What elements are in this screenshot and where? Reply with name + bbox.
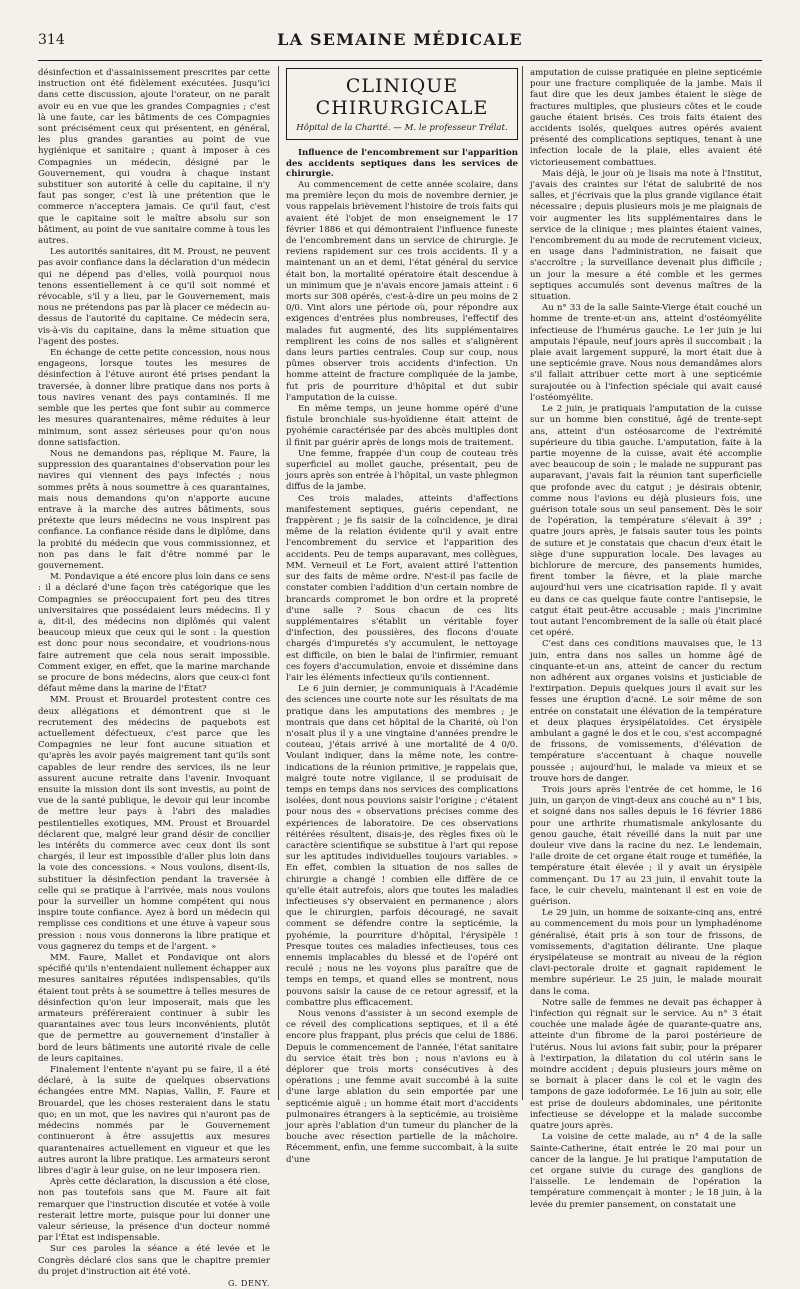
paragraph: C'est dans ces conditions mauvaises que, le 13 juin, entra dans nos salles un homme âgé de cinquante-et-un ans, atteint de cancer du rectum non adhérent aux organes voisins et justiciable de l'extirpation. Depuis quelques jours il avait sur les fesses une éruption d'acné. Le soir même de son entrée on constatait une élévation de la température et deux plaques érysipélatoïdes. Cet érysipèle ambulant a gagné le dos et le cou, s'est accompagné de frissons, de vomissements, d'élévation de température s'accentuant à chaque nouvelle poussée ; aujourd'hui, le malade va mieux et se trouve hors de danger. — [530, 639, 762, 784]
paragraph: Nous venons d'assister à un second exemple de ce réveil des complications septiques, et il a été encore plus frappant, plus précis que celui de 1886. Depuis le commencement de l'année, l'état sanitaire du service était très bon ; nous n'avions eu à déplorer que trois morts consécutives à des opérations ; une femme avait succombé à la suite d'une large ablation du sein emportée par une septicémie aiguë ; un homme était mort d'accidents pulmonaires étrangers à la septicémie, au troisième jour après l'ablation d'un tumeur du plancher de la bouche avec résection partielle de la mâchoire. Récemment, enfin, une femme succombait, à la suite d'une — [286, 1009, 518, 1165]
paragraph: Le 6 juin dernier, je communiquais à l'Académie des sciences une courte note sur les résultats de ma pratique dans les amputations des membres ; je montrais que dans cet hôpital de la Charité, où l'on n'osait plus il y a une vingtaine d'années prendre le couteau, j'étais arrivé à une mortalité de 4 0/0. Voulant indiquer, dans la même note, les contre-indications de la réunion primitive, je rappelais que, malgré toute notre vigilance, il se produisait de temps en temps dans nos services des complications isolées, dont nous pouvions saisir l'origine ; c'étaient pour nous des « observations précises comme des expériences de laboratoire. De ces observations réitérées résultent, disais-je, des règles fixes où le caractère scientifique se substitue à l'art qui repose sur les aptitudes individuelles toujours variables. » En effet, combien la situation de nos salles de chirurgie a changé ! combien elle diffère de ce qu'elle était autrefois, alors que toutes les maladies infectieuses s'y observaient en permanence ; alors que le chirurgien, parfois découragé, ne savait comment se défendre contre la septicémie, la pyohémie, la pourriture d'hôpital, l'érysipèle ! Presque toutes ces maladies infectieuses, tous ces ennemis implacables du blessé et de l'opéré ont reculé ; nous ne les voyons plus paraître que de temps en temps, et quand elles se montrent, nous pouvons saisir la cause de ce retour agressif, et la combattre plus efficacement. — [286, 684, 518, 1008]
paragraph: Sur ces paroles la séance a été levée et le Congrès déclaré clos sans que le chapitre premier du projet d'instruction ait été voté. — [38, 1244, 270, 1277]
middle-column — [286, 68, 518, 1165]
paragraph: désinfection et d'assainissement prescrites par cette instruction ont été fidèlement exécutées. Jusqu'ici dans cette discussion, ajoute l'orateur, on ne paraît avoir eu en vue que les grandes Compagnies ; c'est là une faute, car les bâtiments de ces Compagnies sont précisément ceux qui présentent, en général, les plus grandes garanties au point de vue hygiénique et sanitaire ; quant à imposer à ces Compagnies un médecin, désigné par le Gouvernement, qui voudra à chaque instant substituer son autorité à celle du capitaine, il n'y faut pas songer, c'est là une prétention que le commerce n'acceptera jamais. Ce qu'il faut, c'est que le capitaine soit le maître absolu sur son bâtiment, au point de vue sanitaire comme à tous les autres. — [38, 68, 270, 247]
paragraph: M. Pondavique a été encore plus loin dans ce sens : il a déclaré d'une façon très catégorique que les Compagnies se préoccupaient fort peu des titres universitaires que possédaient leurs médecins. Il y a, dit-il, des médecins non diplômés qui valent beaucoup mieux que ceux qui le sont : la question est donc pour nous secondaire, et voudrions-nous faire autrement que cela nous serait impossible. Comment exiger, en effet, que la marine marchande se procure de bons médecins, alors que ceux-ci font défaut même dans la marine de l'État? — [38, 572, 270, 695]
paragraph: Au commencement de cette année scolaire, dans ma première leçon du mois de novembre dernier, je vous rappelais brièvement l'histoire de trois faits qui avaient été l'objet de mon enseignement le 17 février 1886 et qui démontraient l'influence funeste de l'encombrement dans un service de chirurgie. Je reviens rapidement sur ces trois accidents. Il y a maintenant un an et demi, l'état général du service était bon, la mortalité opératoire était descendue à un minimum que je n'avais encore jamais atteint : 6 morts sur 308 opérés, c'est-à-dire un peu moins de 2 0/0. Vint alors une période où, pour répondre aux exigences d'entrées plus nombreuses, l'effectif des malades fut augmenté, des lits supplémentaires remplirent les coins de nos salles et s'alignèrent dans leurs parties centrales. Coup sur coup, nous pûmes observer trois accidents d'infection. Un homme atteint de fracture compliquée de la jambe, fut pris de pourriture d'hôpital et dut subir l'amputation de la cuisse. — [286, 179, 518, 403]
paragraph: Nous ne demandons pas, réplique M. Faure, la suppression des quarantaines d'observation pour les navires qui viennent des pays infectés ; nous sommes prêts à nous soumettre à ces quarantaines, mais nous demandons qu'on n'apporte aucune entrave à la marche des autres bâtiments, sous prétexte que leurs médecins ne vous inspirent pas confiance. La confiance réside dans le diplôme, dans la probité du médecin que vous commissionnez, et non pas dans le fait d'être nommé par le gouvernement. — [38, 448, 270, 571]
paragraph: Une femme, frappée d'un coup de couteau très superficiel au mollet gauche, présentait, peu de jours après son entrée à l'hôpital, un vaste phlegmon diffus de la jambe. — [286, 448, 518, 493]
section-title: CLINIQUE CHIRURGICALE — [315, 75, 489, 119]
paragraph: MM. Proust et Brouardel protestent contre ces deux allégations et démontrent que si le recrutement des médecins de paquebots est actuellement défectueux, c'est parce que les Compagnies ne leur font aucune situation et qu'après les avoir payés maigrement tant qu'ils sont capables de leur rendre des services, ils ne leur assurent aucune retraite dans l'avenir. Invoquant ensuite la mission dont ils sont investis, au point de vue de la santé publique, le devoir qui leur incombe de mettre leur pays à l'abri des maladies pestilentielles exotiques, MM. Proust et Brouardel déclarent que, malgré leur grand désir de concilier les intérêts du commerce avec ceux dont ils sont chargés, il leur est impossible d'aller plus loin dans la voie des concessions. « Nous voulons, disent-ils, substituer la désinfection pendant la traversée à celle qui se pratique à l'arrivée, mais nous voulons pour la surveiller un homme compétent qui nous inspire toute confiance. Ayez à bord un médecin qui remplisse ces conditions et une étuve à vapeur sous pression : nous vous donnerons la libre pratique et vous gagnerez du temps et de l'argent. » — [38, 695, 270, 952]
paragraph: Ces trois malades, atteints d'affections manifestement septiques, guéris cependant, ne frappèrent ; je fis saisir de la coïncidence, je dirai même de la relation évidente qu'il y avait entre l'encombrement du service et l'apparition des accidents. Peu de temps auparavant, mes collègues, MM. Verneuil et Le Fort, avaient attiré l'attention sur des faits de même ordre. N'est-il pas facile de constater combien l'addition d'un certain nombre de brancards compromet le bon ordre et la propreté d'une salle ? Sous chacun de ces lits supplémentaires s'établit un véritable foyer d'infection, des poussières, des flocons d'ouate chargés d'impuretés s'y accumulent, le nettoyage est difficile, on bien le balai de l'infirmier, remuant ces foyers d'accumulation, envoie et dissémine dans l'air les éléments infectieux qu'ils contiennent. — [286, 493, 518, 683]
paragraph: En même temps, un jeune homme opéré d'une fistule bronchiale sus-hyoïdienne était atteint de pyohémie caractérisée par des abcès multiples dont il finit par guérir après de longs mois de traitement. — [286, 404, 518, 448]
author-signature: G. DENY. — [227, 1278, 270, 1288]
column-divider — [278, 66, 279, 1100]
paragraph: Trois jours après l'entrée de cet homme, le 16 juin, un garçon de vingt-deux ans couché au n° 1 bis, et soigné dans nos salles depuis le 16 février 1886 pour une arthrite rhumatismale ankylosante du genou gauche, était réveillé dans la nuit par une douleur vive dans la racine du nez. Le lendemain, l'aile droite de cet organe était rouge et tuméfiée, la température était élevée ; il y avait un érysipèle commençant. Du 17 au 23 juin, il envahit toute la face, le cuir chevelu, maintenant il est en voie de guérison. — [530, 785, 762, 908]
paragraph: Les autorités sanitaires, dit M. Proust, ne peuvent pas avoir confiance dans la déclaration d'un médecin qui ne dépend pas d'elles, voilà pourquoi nous tenons essentiellement à ce qu'il soit nommé et révocable, s'il y a lieu, par le Gouvernement, mais nous ne prétendons pas par là placer ce médecin au-dessus de l'autorité du capitaine. Ce médecin sera, vis-à-vis du capitaine, dans la même situation que l'agent des postes. — [38, 247, 270, 347]
paragraph: Le 29 juin, un homme de soixante-cinq ans, entré au commencement du mois pour un lymphadénome généralisé, était pris à son tour de frissons, de vomissements, d'agitation délirante. Une plaque érysipélateuse se montrait au niveau de la région clavi-pectorale droite et gagnait rapidement le membre supérieur. Le 25 juin, le malade mourait dans le coma. — [530, 908, 762, 997]
paragraph: Le 2 juin, je pratiquais l'amputation de la cuisse sur un homme bien constitué, âgé de trente-sept ans, atteint d'un ostéosarcome de l'extrémité supérieure du tibia gauche. L'amputation, faite à la partie moyenne de la cuisse, avait été accomplie avec beaucoup de soin ; le malade ne suppurant pas auparavant, j'avais fait la réunion tant superficielle que profonde avec du catgut ; je désirais obtenir, comme nous l'avions eu déjà plusieurs fois, une guérison totale sous un seul pansement. Dès le soir de l'opération, la température s'élevait à 39° ; quatre jours après, je faisais sauter tous les points de suture et je constatais que chacun d'eux était le siège d'une suppuration locale. Des lavages au bichlorure de mercure, des pansements humides, firent tomber la fièvre, et la plaie marche aujourd'hui vers une cicatrisation rapide. Il y avait eu dans ce cas quelque faute contre l'antisepsie, le catgut était peut-être accusable ; mais j'incrimine tout autant l'encombrement de la salle où était placé cet opéré. — [530, 404, 762, 639]
paragraph: Après cette déclaration, la discussion a été close, non pas toutefois sans que M. Faure ait fait remarquer que l'instruction discutée et votée à voile resterait lettre morte, puisque pour lui donner une valeur sérieuse, la présence d'un docteur nommé par l'État est indispensable. — [38, 1177, 270, 1244]
journal-title: LA SEMAINE MÉDICALE — [277, 30, 523, 49]
section-header-box — [286, 68, 518, 140]
paragraph: Au n° 33 de la salle Sainte-Vierge était couché un homme de trente-et-un ans, atteint d'ostéomyélite infectieuse de l'humérus gauche. Le 1er juin je lui amputais l'épaule, neuf jours après il succombait ; la plaie avait largement suppuré, la mort était due à une septicémie grave. Nous nous demandâmes alors s'il fallait attribuer cette mort à une septicémie surajoutée ou à l'infection spéciale qui avait causé l'ostéomyélite. — [530, 303, 762, 403]
paragraph: Notre salle de femmes ne devait pas échapper à l'infection qui régnait sur le service. Au n° 3 était couchée une malade âgée de quarante-quatre ans, atteinte d'un fibrome de la paroi postérieure de l'utérus. Nous lui avions fait subir, pour la préparer à l'extirpation, la dilatation du col utérin sans le moindre accident ; depuis plusieurs jours même on se bornait à placer dans le col et le vagin des tampons de gaze iodoformée. Le 16 juin au soir, elle est prise de douleurs abdominales, une péritonite infectieuse se développe et la malade succombe quatre jours après. — [530, 997, 762, 1132]
left-column — [38, 68, 270, 1288]
column-divider — [522, 66, 523, 1100]
right-column — [530, 68, 762, 1210]
paragraph: amputation de cuisse pratiquée en pleine septicémie pour une fracture compliquée de la jambe. Mais il faut dire que les deux jambes étaient le siège de fractures multiples, que plusieurs côtes et le coude gauche étaient brisés. Ces trois faits étaient des accidents isolés, quelques autres opérés avaient présenté des complications septiques, tenant à une infection locale de la plaie, elles avaient été victorieusement combattues. — [530, 68, 762, 168]
paragraph: En échange de cette petite concession, nous nous engageons, lorsque toutes les mesures de désinfection à l'étuve auront été prises pendant la traversée, à donner libre pratique dans nos ports à tous navires venant des pays contaminés. Il me semble que les pertes que font subir au commerce les mesures quarantenaires, même réduites à leur minimum, sont assez sérieuses pour qu'on nous donne satisfaction. — [38, 348, 270, 448]
paragraph: Mais déjà, le jour où je lisais ma note à l'Institut, j'avais des craintes sur l'état de salubrité de nos salles, et j'écrivais que la plus grande vigilance était nécessaire ; depuis plusieurs mois je me plaignais de voir augmenter les lits supplémentaires dans le service de la clinique ; mes plaintes étaient vaines, l'encombrement du au mode de recrutement vicieux, en usage dans l'administration, ne faisait que s'accroître ; la surveillance devenait plus difficile ; un jour la mesure a été comble et les germes septiques accumulés sont devenus maîtres de la situation. — [530, 168, 762, 303]
page-number: 314 — [38, 32, 65, 48]
paragraph: MM. Faure, Mallet et Pondavique ont alors spécifié qu'ils n'entendaient nullement échapper aux mesures sanitaires réputées indispensables, qu'ils étaient tout prêts à se soumettre à telles mesures de désinfection qu'on leur imposerait, mais que les armateurs préféreraient continuer à subir les quarantaines avec tous leurs inconvénients, plutôt que de permettre au gouvernement d'installer à bord de leurs bâtiments une autorité rivale de celle de leurs capitaines. — [38, 953, 270, 1064]
page-header — [38, 30, 762, 56]
paragraph: Finalement l'entente n'ayant pu se faire, il a été déclaré, à la suite de quelques observations échangées entre MM. Napias, Vallin, F. Faure et Brouardel, que les choses resteraient dans le statu quo; en un mot, que les navires qui n'auront pas de médecins nommés par le Gouvernement continueront à être assujettis aux mesures quarantenaires actuellement en vigueur et que les autres auront la libre pratique. Les armateurs seront libres d'agir à leur guise, on ne leur imposera rien. — [38, 1065, 270, 1176]
section-subtitle: Hôpital de la Charité. — M. le professeur Trélat. — [296, 123, 508, 133]
article-title: Influence de l'encombrement sur l'apparition des accidents septiques dans les services de chirurgie. — [286, 148, 518, 180]
paragraph: La voisine de cette malade, au n° 4 de la salle Sainte-Catherine, était entrée le 20 mai pour un cancer de la langue. Je lui pratique l'amputation de cet organe suivie du curage des ganglions de l'aisselle. Le lendemain de l'opération la température commençait à monter ; le 18 juin, à la levée du premier pansement, on constatait une — [530, 1132, 762, 1210]
header-rule — [38, 60, 762, 61]
